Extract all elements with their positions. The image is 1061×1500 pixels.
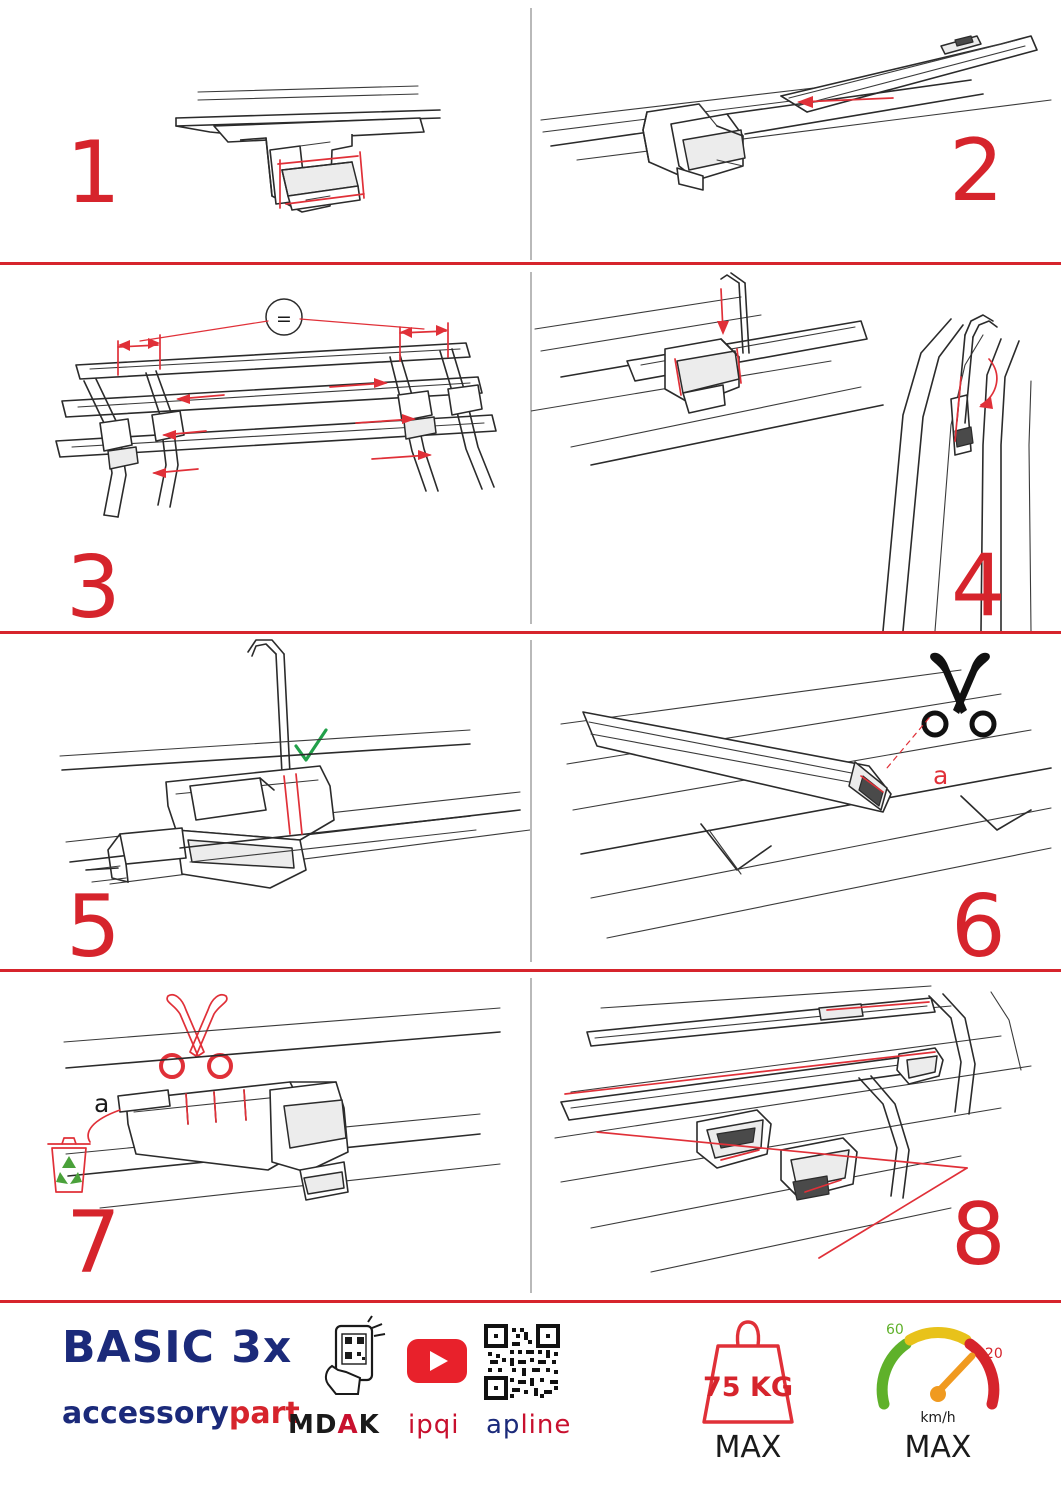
ipqi-logo-text: ipqi <box>408 1410 460 1440</box>
step-number-7: 7 <box>66 1193 121 1293</box>
step-panel-7 <box>0 972 530 1300</box>
step-number-6: 6 <box>951 877 1006 969</box>
label-a-step6: a <box>933 761 949 790</box>
weight-limit-caption: MAX <box>714 1430 782 1465</box>
brand-logo <box>62 1396 300 1431</box>
step-panel-4 <box>531 265 1061 631</box>
step-number-1: 1 <box>66 123 121 223</box>
weight-limit-icon <box>678 1312 818 1432</box>
step-panel-3 <box>0 265 530 631</box>
apline-text-a: ap <box>486 1410 521 1440</box>
apline-logo-text <box>486 1410 571 1440</box>
footer <box>0 1300 1061 1500</box>
weight-limit-value: 75 KG <box>702 1372 794 1403</box>
mdak-text-c: K <box>358 1410 380 1440</box>
step-panel-2 <box>531 0 1061 262</box>
step-panel-5 <box>0 634 530 969</box>
qr-scan-phone-icon <box>312 1322 392 1402</box>
svg-text:=: = <box>276 308 292 330</box>
speed-limit-icon <box>868 1312 1008 1432</box>
apline-text-b: line <box>520 1410 572 1440</box>
label-a-step7: a <box>94 1089 110 1118</box>
gauge-tick-high: 120 <box>976 1346 1003 1362</box>
step-panel-6 <box>531 634 1061 969</box>
mdak-logo-text <box>288 1410 380 1440</box>
brand-part-text: part <box>228 1396 300 1431</box>
mdak-text-a: MD <box>288 1410 338 1440</box>
qr-code-icon[interactable] <box>484 1324 560 1400</box>
gauge-tick-low: 60 <box>886 1322 904 1338</box>
step-number-4: 4 <box>951 536 1006 631</box>
youtube-icon[interactable] <box>406 1338 468 1384</box>
step-number-2: 2 <box>949 121 1004 221</box>
product-name: BASIC 3x <box>62 1322 293 1373</box>
step-number-5: 5 <box>66 877 121 969</box>
step-number-3: 3 <box>66 538 121 631</box>
speed-limit-caption: MAX <box>904 1430 972 1465</box>
step-panel-8 <box>531 972 1061 1300</box>
mdak-text-b: A <box>337 1410 359 1440</box>
gauge-unit: km/h <box>920 1410 956 1426</box>
step-number-8: 8 <box>951 1185 1006 1285</box>
brand-accessory-text: accessory <box>62 1396 229 1431</box>
step-panel-1 <box>0 0 530 262</box>
